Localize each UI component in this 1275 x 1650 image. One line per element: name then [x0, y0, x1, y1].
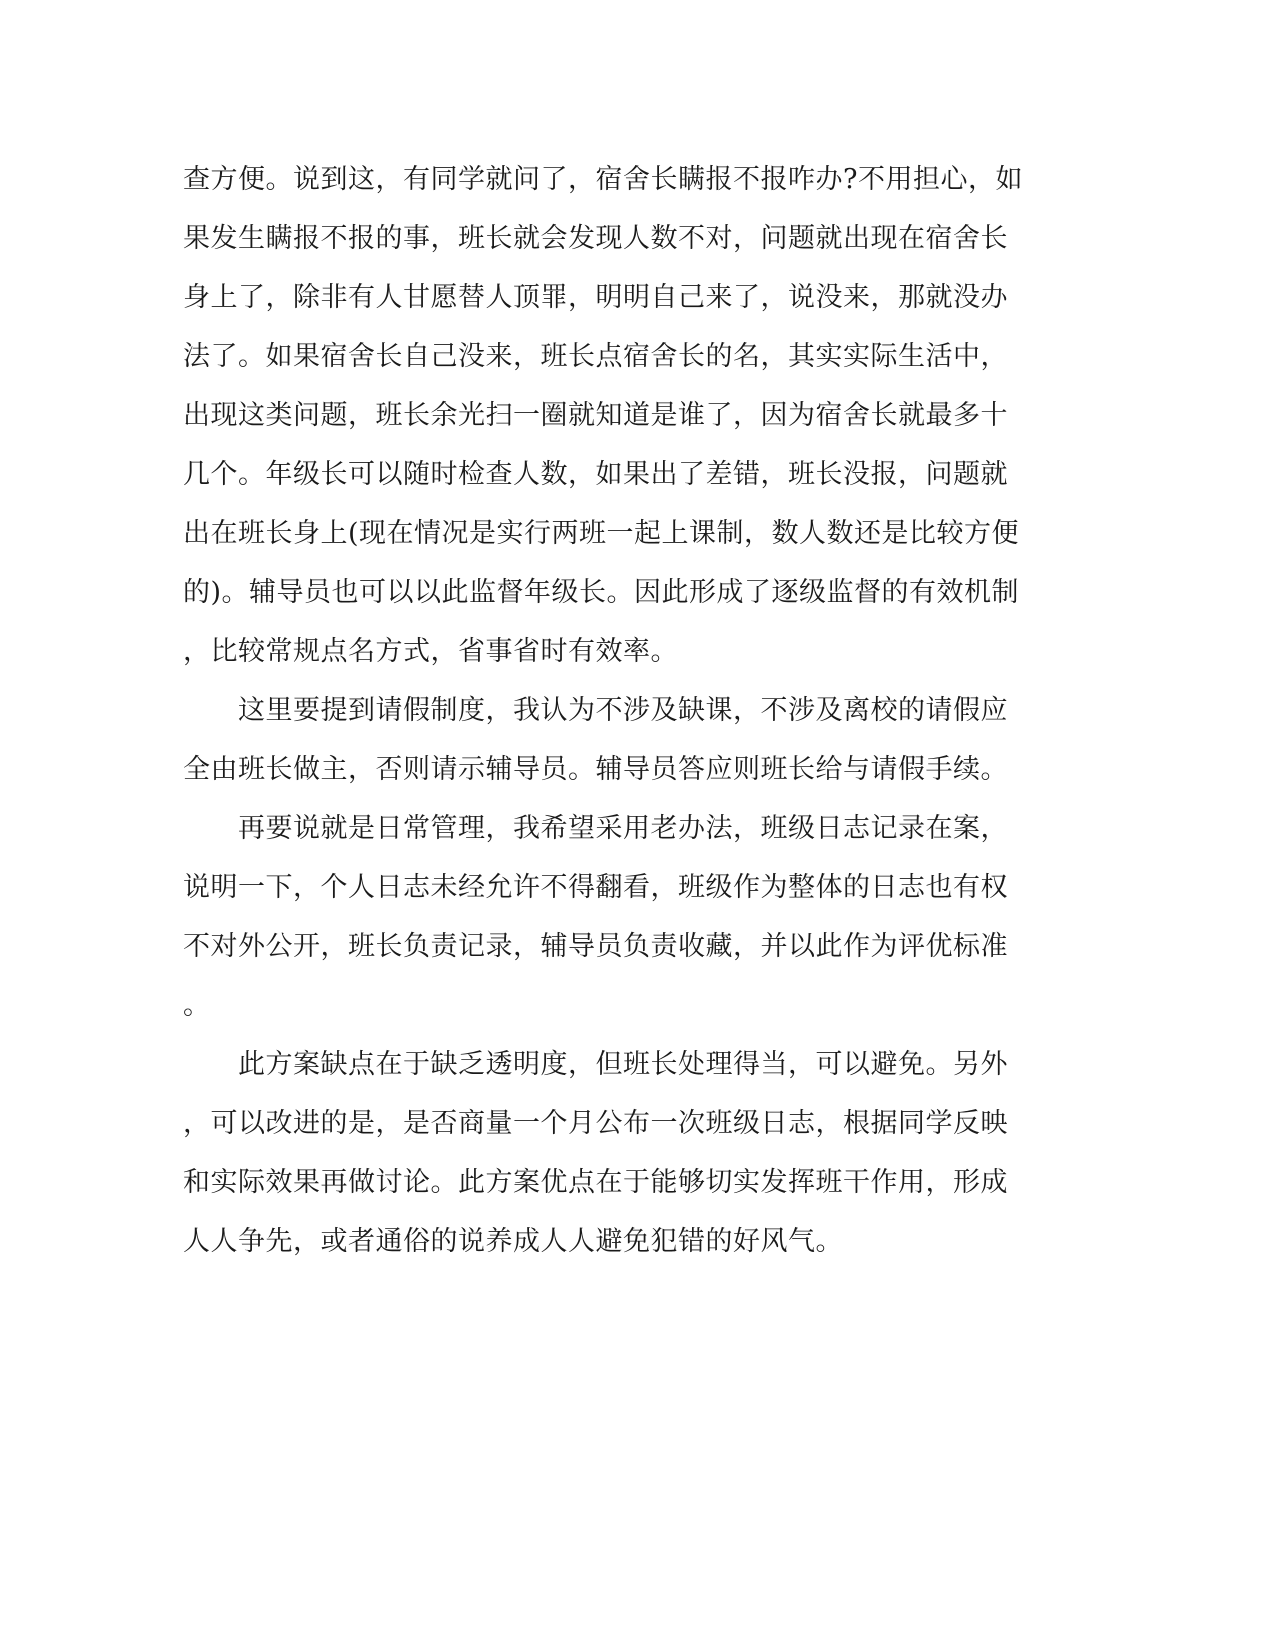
- text-line: 人人争先，或者通俗的说养成人人避免犯错的好风气。: [183, 1226, 843, 1257]
- text-line: 身上了，除非有人甘愿替人顶罪，明明自己来了，说没来，那就没办: [183, 282, 1008, 313]
- text-line: 。: [183, 990, 211, 1021]
- text-line: 再要说就是日常管理，我希望采用老办法，班级日志记录在案，: [183, 813, 1008, 844]
- text-line: 几个。年级长可以随时检查人数，如果出了差错，班长没报，问题就: [183, 459, 1008, 490]
- text-line: ，比较常规点名方式，省事省时有效率。: [183, 636, 678, 667]
- text-line: 出在班长身上(现在情况是实行两班一起上课制，数人数还是比较方便: [183, 518, 1020, 549]
- text-line: 果发生瞒报不报的事，班长就会发现人数不对，问题就出现在宿舍长: [183, 223, 1008, 254]
- text-line: ，可以改进的是，是否商量一个月公布一次班级日志，根据同学反映: [183, 1108, 1008, 1139]
- text-line: 此方案缺点在于缺乏透明度，但班长处理得当，可以避免。另外: [183, 1049, 1008, 1080]
- text-line: 不对外公开，班长负责记录，辅导员负责收藏，并以此作为评优标准: [183, 931, 1008, 962]
- text-line: 查方便。说到这，有同学就问了，宿舍长瞒报不报咋办?不用担心，如: [183, 164, 1023, 195]
- text-line: 说明一下，个人日志未经允许不得翻看，班级作为整体的日志也有权: [183, 872, 1008, 903]
- text-line: 和实际效果再做讨论。此方案优点在于能够切实发挥班干作用，形成: [183, 1167, 1008, 1198]
- text-line: 出现这类问题，班长余光扫一圈就知道是谁了，因为宿舍长就最多十: [183, 400, 1008, 431]
- text-line: 这里要提到请假制度，我认为不涉及缺课，不涉及离校的请假应: [183, 695, 1008, 726]
- text-line: 的)。辅导员也可以以此监督年级长。因此形成了逐级监督的有效机制: [183, 577, 1020, 608]
- text-line: 法了。如果宿舍长自己没来，班长点宿舍长的名，其实实际生活中，: [183, 341, 1008, 372]
- text-line: 全由班长做主，否则请示辅导员。辅导员答应则班长给与请假手续。: [183, 754, 1008, 785]
